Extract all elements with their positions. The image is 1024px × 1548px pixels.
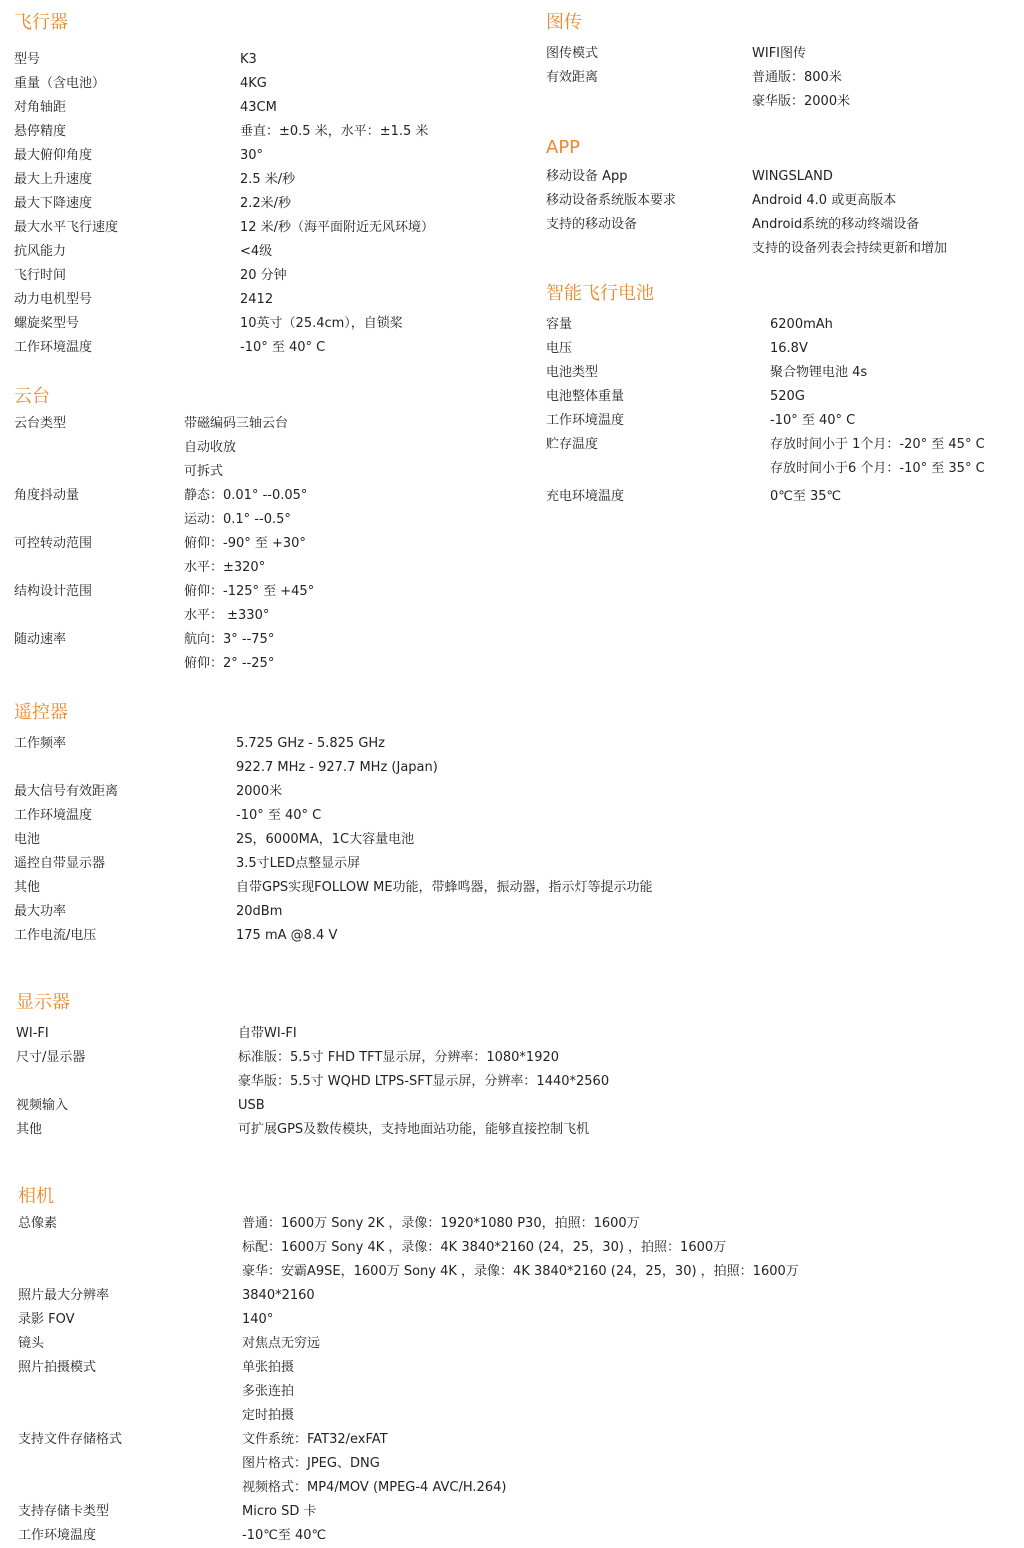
section-title-display: 显示器 xyxy=(16,992,70,1013)
spec-label: 录影 FOV xyxy=(18,1312,75,1327)
spec-value: 10英寸（25.4cm），自锁桨 xyxy=(240,316,403,331)
spec-value: 922.7 MHz - 927.7 MHz (Japan) xyxy=(236,760,438,775)
spec-value: Micro SD 卡 xyxy=(242,1504,317,1519)
spec-label: 支持的移动设备 xyxy=(546,217,638,232)
spec-label: 动力电机型号 xyxy=(14,292,93,307)
spec-value: 可扩展GPS及数传模块，支持地面站功能，能够直接控制飞机 xyxy=(238,1122,590,1137)
spec-label: 支持文件存储格式 xyxy=(18,1432,123,1447)
spec-label: 总像素 xyxy=(18,1216,58,1231)
spec-value: 5.725 GHz - 5.825 GHz xyxy=(236,736,385,751)
spec-value: 定时拍摄 xyxy=(242,1408,295,1423)
section-title-gimbal: 云台 xyxy=(14,386,50,407)
spec-value: 自带GPS实现FOLLOW ME功能，带蜂鸣器，振动器，指示灯等提示功能 xyxy=(236,880,653,895)
spec-value: 豪华：安霸A9SE，1600万 Sony 4K ，录像：4K 3840*2160 (24，25，30) ，拍照：1600万 xyxy=(242,1264,799,1279)
spec-value: 自带WI-FI xyxy=(238,1026,297,1041)
spec-value: 2.5 米/秒 xyxy=(240,172,296,187)
spec-value: 俯仰：2° --25° xyxy=(184,656,275,671)
spec-label: 移动设备系统版本要求 xyxy=(546,193,677,208)
section-title-transmission: 图传 xyxy=(546,12,582,33)
spec-value: Android系统的移动终端设备 xyxy=(752,217,920,232)
spec-value: -10° 至 40° C xyxy=(770,413,856,428)
spec-value: 航向：3° --75° xyxy=(184,632,275,647)
spec-label: 可控转动范围 xyxy=(14,536,93,551)
spec-label: 对角轴距 xyxy=(14,100,67,115)
spec-label: 工作环境温度 xyxy=(546,413,625,428)
spec-value: 3840*2160 xyxy=(242,1288,315,1303)
spec-label: 工作电流/电压 xyxy=(14,928,97,943)
spec-label: 工作环境温度 xyxy=(14,808,93,823)
spec-label: 电压 xyxy=(546,341,573,356)
spec-value: 3.5寸LED点整显示屏 xyxy=(236,856,361,871)
spec-value: 2000米 xyxy=(236,784,283,799)
spec-value: 可拆式 xyxy=(184,464,224,479)
spec-value: 140° xyxy=(242,1312,274,1327)
spec-label: 最大信号有效距离 xyxy=(14,784,119,799)
spec-value: 水平： ±330° xyxy=(184,608,270,623)
spec-value: K3 xyxy=(240,52,257,67)
spec-label: 遥控自带显示器 xyxy=(14,856,106,871)
spec-label: 支持存储卡类型 xyxy=(18,1504,110,1519)
spec-value: 12 米/秒（海平面附近无风环境） xyxy=(240,220,435,235)
spec-value: -10° 至 40° C xyxy=(236,808,322,823)
spec-value: 聚合物锂电池 4s xyxy=(770,365,868,380)
spec-value: 文件系统：FAT32/exFAT xyxy=(242,1432,388,1447)
spec-label: 最大水平飞行速度 xyxy=(14,220,119,235)
spec-label: 尺寸/显示器 xyxy=(16,1050,86,1065)
spec-label: 电池 xyxy=(14,832,41,847)
section-title-app: APP xyxy=(546,137,581,158)
spec-value: 175 mA @8.4 V xyxy=(236,928,338,943)
spec-value: Android 4.0 或更高版本 xyxy=(752,193,897,208)
spec-value: 16.8V xyxy=(770,341,808,356)
spec-label: 最大上升速度 xyxy=(14,172,93,187)
spec-value: 图片格式：JPEG、DNG xyxy=(242,1456,380,1471)
spec-value: 普通版：800米 xyxy=(752,70,842,85)
spec-label: 最大下降速度 xyxy=(14,196,93,211)
spec-value: 6200mAh xyxy=(770,317,833,332)
spec-value: 水平：±320° xyxy=(184,560,266,575)
spec-label: 电池类型 xyxy=(546,365,599,380)
spec-label: 悬停精度 xyxy=(14,124,67,139)
spec-label: 照片最大分辨率 xyxy=(18,1288,110,1303)
spec-value: 豪华版：5.5寸 WQHD LTPS-SFT显示屏，分辨率：1440*2560 xyxy=(238,1074,610,1089)
spec-value: 俯仰：-125° 至 +45° xyxy=(184,584,315,599)
spec-label: 最大俯仰角度 xyxy=(14,148,93,163)
spec-value: 存放时间小于 1个月：-20° 至 45° C xyxy=(770,437,985,452)
spec-value: 支持的设备列表会持续更新和增加 xyxy=(752,241,948,256)
spec-value: 520G xyxy=(770,389,805,404)
spec-value: 多张连拍 xyxy=(242,1384,295,1399)
spec-value: 30° xyxy=(240,148,264,163)
spec-label: WI-FI xyxy=(16,1026,49,1041)
spec-value: WIFI图传 xyxy=(752,46,806,61)
spec-label: 图传模式 xyxy=(546,46,599,61)
spec-value: 普通：1600万 Sony 2K ，录像：1920*1080 P30，拍照：1600万 xyxy=(242,1216,640,1231)
spec-label: 镜头 xyxy=(18,1336,45,1351)
spec-value: 0℃至 35℃ xyxy=(770,489,842,504)
spec-label: 最大功率 xyxy=(14,904,67,919)
spec-label: 其他 xyxy=(14,880,41,895)
spec-label: 有效距离 xyxy=(546,70,599,85)
spec-value: 单张拍摄 xyxy=(242,1360,295,1375)
spec-label: 重量（含电池） xyxy=(14,76,106,91)
section-title-camera: 相机 xyxy=(18,1186,54,1207)
spec-value: 垂直：±0.5 米，水平：±1.5 米 xyxy=(240,124,429,139)
spec-label: 贮存温度 xyxy=(546,437,599,452)
section-title-aircraft: 飞行器 xyxy=(14,12,68,33)
spec-value: 2.2米/秒 xyxy=(240,196,292,211)
spec-label: 随动速率 xyxy=(14,632,67,647)
spec-label: 型号 xyxy=(14,52,41,67)
spec-label: 螺旋桨型号 xyxy=(14,316,80,331)
spec-value: 标配：1600万 Sony 4K ，录像：4K 3840*2160 (24，25，30) ，拍照：1600万 xyxy=(242,1240,727,1255)
spec-value: 2S，6000MA，1C大容量电池 xyxy=(236,832,415,847)
spec-value: 自动收放 xyxy=(184,440,237,455)
section-title-battery: 智能飞行电池 xyxy=(546,283,654,304)
spec-value: 20dBm xyxy=(236,904,283,919)
spec-label: 照片拍摄模式 xyxy=(18,1360,97,1375)
spec-label: 充电环境温度 xyxy=(546,489,625,504)
spec-label: 其他 xyxy=(16,1122,43,1137)
spec-label: 容量 xyxy=(546,317,573,332)
spec-value: -10° 至 40° C xyxy=(240,340,326,355)
spec-value: 标准版：5.5寸 FHD TFT显示屏，分辨率：1080*1920 xyxy=(238,1050,560,1065)
spec-value: 俯仰：-90° 至 +30° xyxy=(184,536,306,551)
spec-value: 带磁编码三轴云台 xyxy=(184,416,289,431)
spec-value: WINGSLAND xyxy=(752,169,833,184)
spec-value: 豪华版：2000米 xyxy=(752,94,851,109)
spec-value: 视频格式：MP4/MOV (MPEG-4 AVC/H.264) xyxy=(242,1480,507,1495)
spec-value: 静态：0.01° --0.05° xyxy=(184,488,308,503)
spec-value: 2412 xyxy=(240,292,274,307)
spec-label: 结构设计范围 xyxy=(14,584,93,599)
spec-value: 43CM xyxy=(240,100,277,115)
spec-label: 工作环境温度 xyxy=(18,1528,97,1543)
spec-label: 工作环境温度 xyxy=(14,340,93,355)
spec-value: 对焦点无穷远 xyxy=(242,1336,321,1351)
spec-value: 4KG xyxy=(240,76,267,91)
spec-value: 存放时间小于6 个月：-10° 至 35° C xyxy=(770,461,985,476)
spec-value: -10℃至 40℃ xyxy=(242,1528,327,1543)
spec-label: 飞行时间 xyxy=(14,268,67,283)
spec-label: 视频输入 xyxy=(16,1098,69,1113)
spec-label: 抗风能力 xyxy=(14,244,67,259)
spec-label: 移动设备 App xyxy=(546,169,628,184)
spec-label: 工作频率 xyxy=(14,736,67,751)
section-title-remote: 遥控器 xyxy=(14,702,68,723)
spec-label: 云台类型 xyxy=(14,416,67,431)
spec-label: 角度抖动量 xyxy=(14,488,80,503)
spec-value: 20 分钟 xyxy=(240,268,287,283)
spec-label: 电池整体重量 xyxy=(546,389,625,404)
spec-value: USB xyxy=(238,1098,265,1113)
spec-value: <4级 xyxy=(240,244,273,259)
spec-value: 运动：0.1° --0.5° xyxy=(184,512,291,527)
